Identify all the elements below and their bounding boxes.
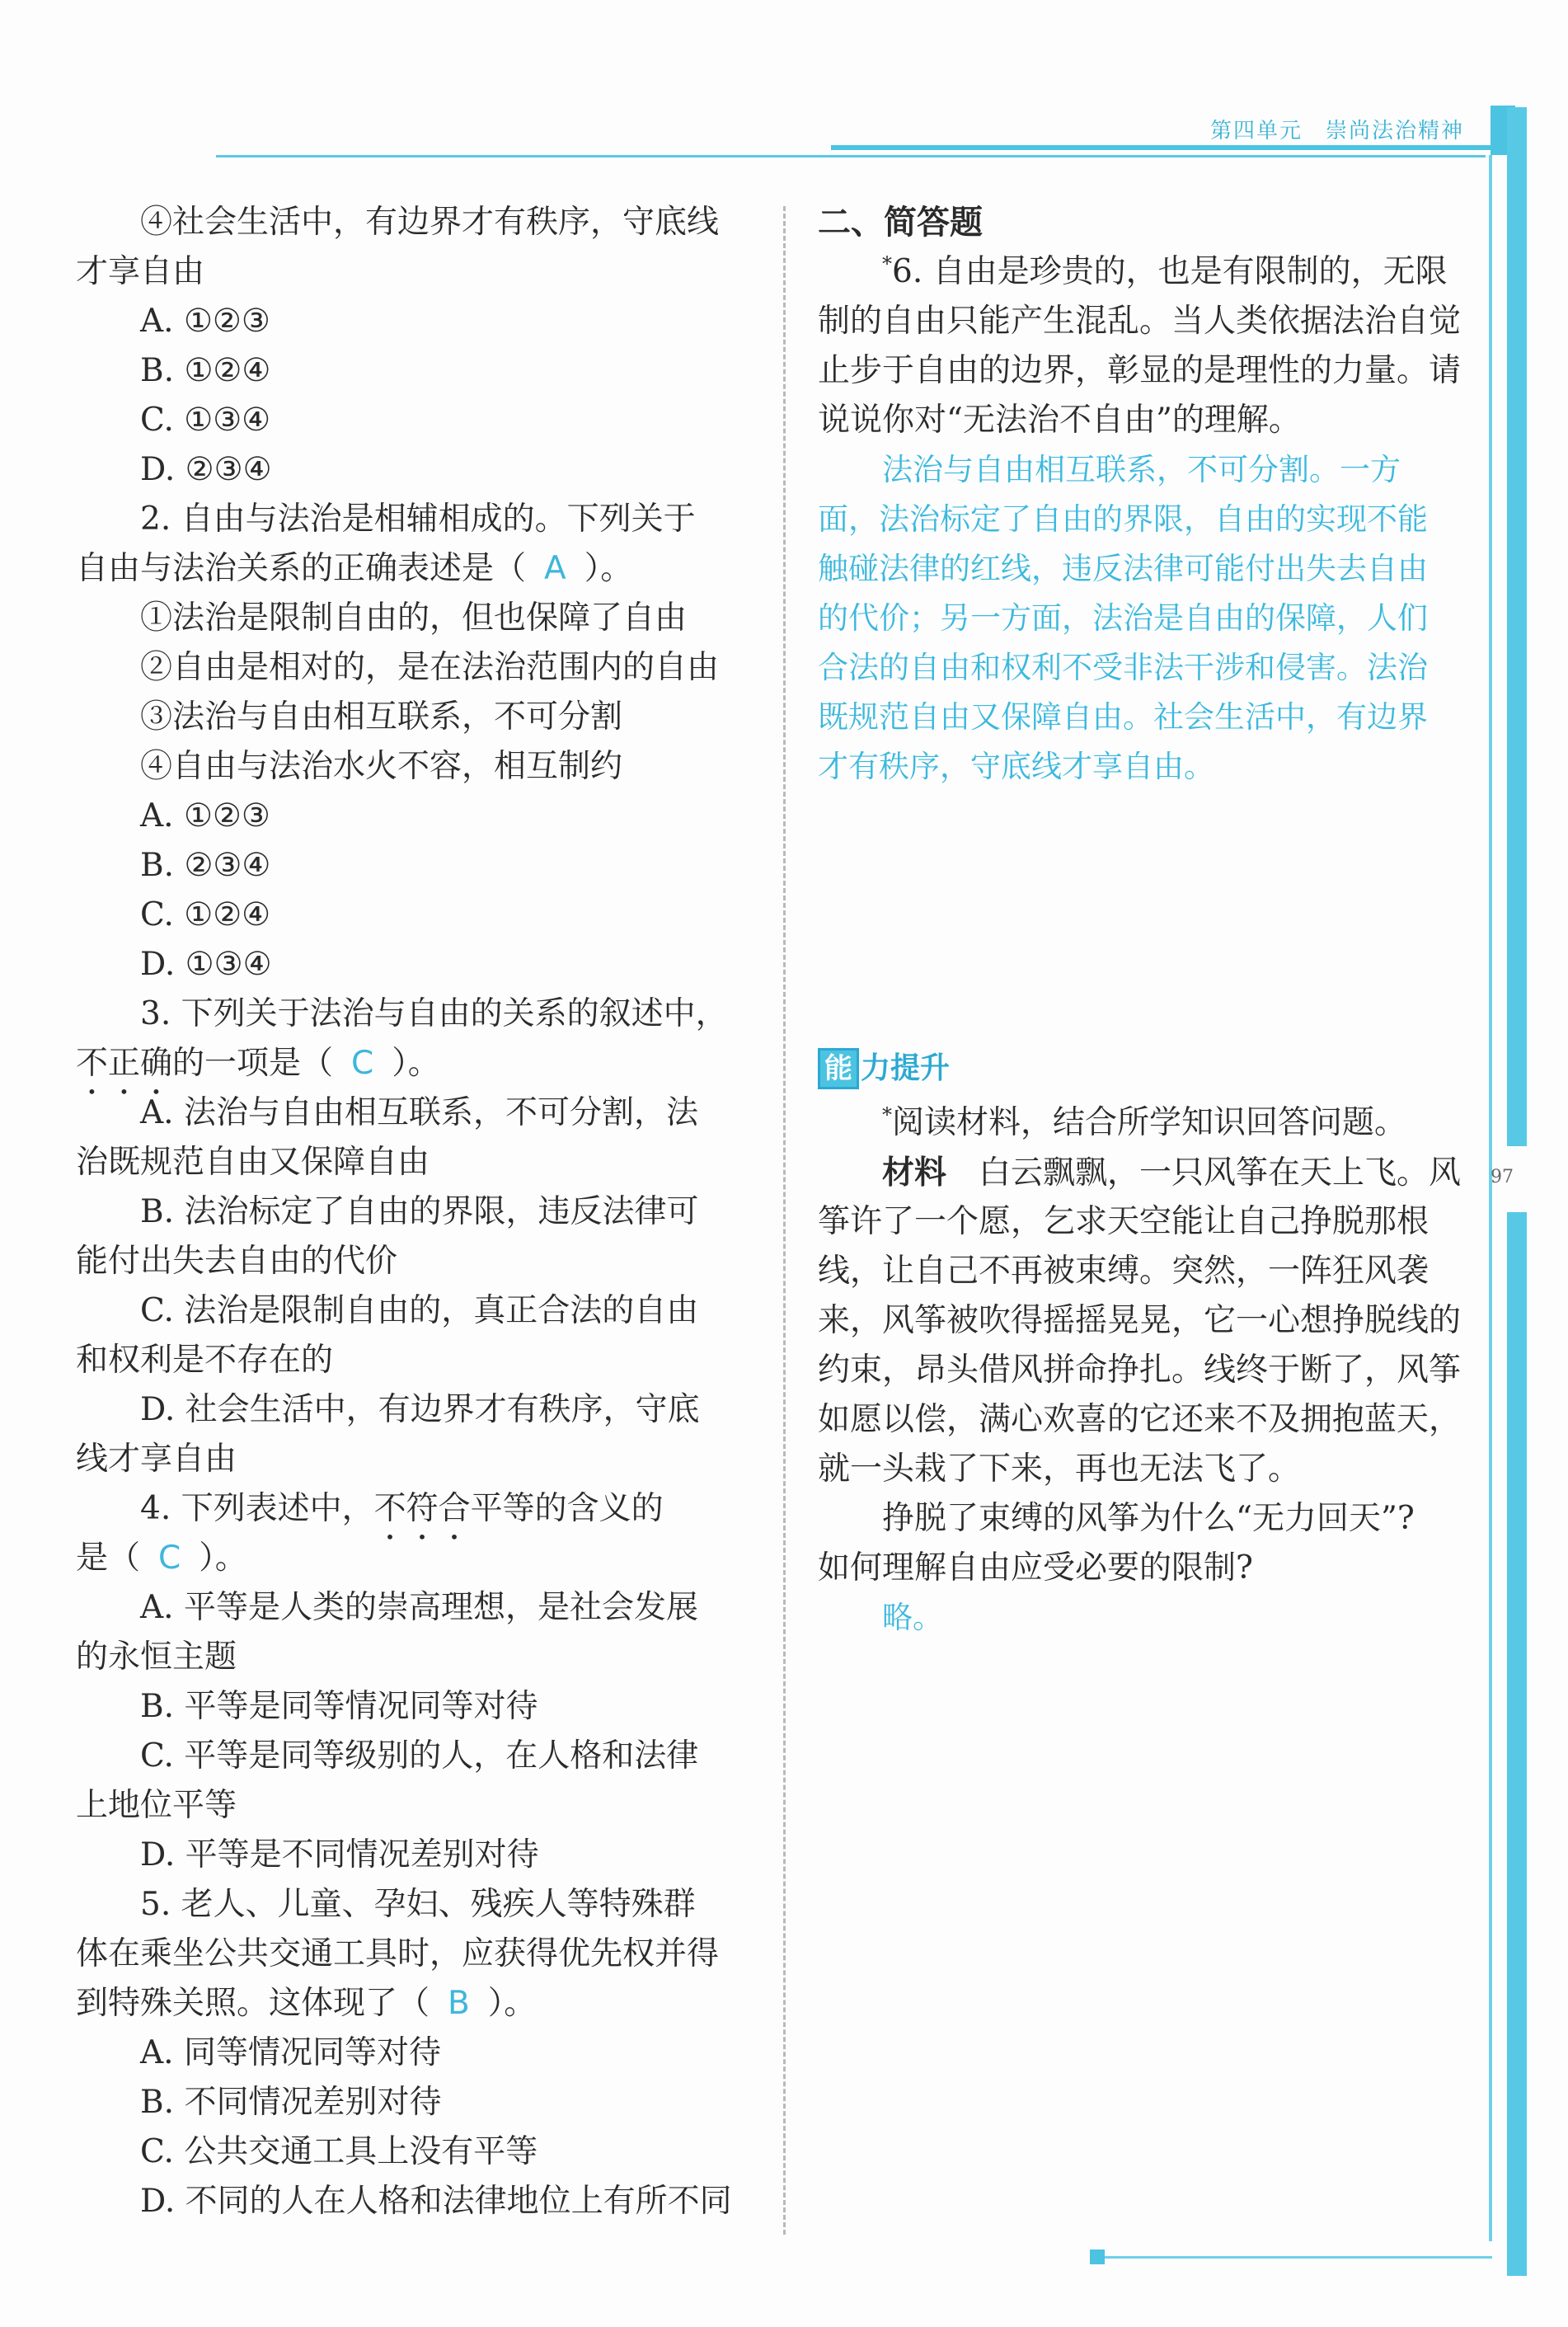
option: A. ①②③ (140, 303, 270, 340)
stem-text: 的一项是（ (172, 1045, 334, 1082)
reading-answer: 略。 (882, 1600, 943, 1635)
column-divider (783, 206, 786, 2235)
question-4-stem-cont (76, 1534, 735, 1583)
stem-text: ）。 (487, 1985, 537, 2022)
ability-title: 力提升 (861, 1051, 951, 1085)
material-line (818, 1148, 1477, 1197)
option: B. 法治标定了自由的界限，违反法律可 (140, 1193, 699, 1230)
option: C. ①③④ (140, 402, 271, 439)
option-cont: 和权利是不存在的 (76, 1342, 334, 1379)
stem-text: 平等的含义的 (470, 1490, 664, 1527)
option: D. 不同的人在人格和法律地位上有所不同 (140, 2183, 732, 2220)
answer-line: 触碰法律的红线，违反法律可能付出失去自由 (818, 551, 1428, 586)
stem-text: ）。 (392, 1045, 440, 1082)
question-2-stem: 2. 自由与法治是相辅相成的。下列关于 (140, 501, 696, 538)
star-mark: * (882, 1103, 892, 1126)
text-line: ④社会生活中，有边界才有秩序，守底线 (140, 204, 720, 241)
question-6-stem (818, 247, 1477, 297)
answer-line: 法治与自由相互联系，不可分割。一方 (882, 452, 1401, 487)
left-column (76, 198, 735, 2226)
answer-mark: C (351, 1045, 374, 1082)
option-cont: 的永恒主题 (76, 1638, 237, 1676)
answer-line: 面，法治标定了自由的界限，自由的实现不能 (818, 501, 1428, 537)
statement-item: ②自由是相对的，是在法治范围内的自由 (140, 649, 720, 686)
answer-mark: C (158, 1540, 181, 1577)
bottom-rule (1105, 2256, 1492, 2259)
question-6-stem-cont: 止步于自由的边界，彰显的是理性的力量。请 (818, 352, 1462, 389)
option: D. ①③④ (140, 946, 272, 983)
page-frame-line (1489, 155, 1492, 2241)
question-6-stem-cont: 说说你对“无法治不自由”的理解。 (818, 402, 1301, 439)
section-title: 二、简答题 (818, 204, 983, 242)
option: C. 平等是同等级别的人，在人格和法律 (140, 1737, 699, 1775)
text-line: 才享自由 (76, 253, 205, 290)
option: B. 平等是同等情况同等对待 (140, 1688, 538, 1725)
header-rule (216, 155, 1486, 157)
stem-text: ）。 (584, 550, 633, 587)
option: D. ②③④ (140, 451, 272, 488)
stem-text: 到特殊关照。这体现了（ (76, 1985, 430, 2022)
unit-header: 第四单元 崇尚法治精神 (1210, 119, 1465, 143)
answer-line: 才有秩序，守底线才享自由。 (818, 749, 1214, 784)
answer-mark: B (448, 1985, 470, 2022)
question-3-stem-cont (76, 1039, 735, 1088)
reading-intro (818, 1098, 1477, 1148)
question-5-stem: 5. 老人、儿童、孕妇、残疾人等特殊群 (140, 1886, 696, 1923)
question-2-stem-cont (76, 544, 735, 594)
question-6-answer (818, 445, 1477, 792)
intro-text: 阅读材料，结合所学知识回答问题。 (892, 1104, 1407, 1141)
answer-mark: A (544, 550, 566, 587)
option-cont: 上地位平等 (76, 1787, 237, 1824)
stem-text: 自由与法治关系的正确表述是（ (76, 550, 527, 587)
emphasis-text: 不符合 (373, 1490, 471, 1527)
option: D. 社会生活中，有边界才有秩序，守底 (140, 1391, 700, 1428)
page-number: 97 (1491, 1167, 1514, 1187)
option: B. 不同情况差别对待 (140, 2084, 442, 2121)
stem-text: ）。 (199, 1540, 247, 1577)
statement-item: ④自由与法治水火不容，相互制约 (140, 748, 623, 785)
statement-item: ①法治是限制自由的，但也保障了自由 (140, 599, 688, 637)
material-line: 如愿以偿，满心欢喜的它还来不及拥抱蓝天， (818, 1401, 1462, 1438)
option: B. ①②④ (140, 352, 271, 389)
option: C. 法治是限制自由的，真正合法的自由 (140, 1292, 699, 1329)
side-band-top (1507, 107, 1527, 1146)
option: A. 法治与自由相互联系，不可分割，法 (140, 1094, 698, 1131)
option-cont: 线才享自由 (76, 1441, 237, 1478)
star-mark: * (882, 252, 892, 275)
question-6-stem-cont: 制的自由只能产生混乱。当人类依据法治自觉 (818, 303, 1462, 340)
option-cont: 能付出失去自由的代价 (76, 1243, 398, 1280)
question-4-stem (76, 1484, 735, 1534)
option-cont: 治既规范自由又保障自由 (76, 1144, 430, 1181)
answer-line: 既规范自由又保障自由。社会生活中，有边界 (818, 699, 1428, 735)
emphasis-text: 不正确 (76, 1045, 173, 1082)
bottom-square (1090, 2249, 1105, 2264)
answer-line: 合法的自由和权利不受非法干涉和侵害。法治 (818, 650, 1428, 685)
reading-question-cont: 如何理解自由应受必要的限制? (818, 1549, 1253, 1587)
stem-text: 4. 下列表述中， (140, 1490, 374, 1527)
option: D. 平等是不同情况差别对待 (140, 1836, 539, 1873)
option: C. ①②④ (140, 896, 271, 933)
stem-text: 6. 自由是珍贵的，也是有限制的，无限 (892, 253, 1448, 290)
side-band-bottom (1507, 1212, 1527, 2276)
question-5-stem-cont: 体在乘坐公共交通工具时，应获得优先权并得 (76, 1935, 720, 1972)
answer-line: 的代价；另一方面，法治是自由的保障，人们 (818, 600, 1428, 636)
option: A. 同等情况同等对待 (140, 2034, 441, 2071)
ability-badge: 能 (818, 1048, 859, 1089)
ability-section-heading (818, 1039, 1477, 1098)
option: A. ①②③ (140, 797, 270, 834)
header-rule-thick (831, 145, 1507, 150)
material-line: 就一头栽了下来，再也无法飞了。 (818, 1450, 1301, 1488)
material-line: 线，让自己不再被束缚。突然，一阵狂风袭 (818, 1253, 1430, 1290)
material-line: 约束，昂头借风拼命挣扎。线终于断了，风筝 (818, 1352, 1462, 1389)
option: A. 平等是人类的崇高理想，是社会发展 (140, 1589, 698, 1626)
material-label: 材料 (882, 1154, 947, 1192)
option: C. 公共交通工具上没有平等 (140, 2133, 538, 2170)
question-5-stem-cont (76, 1979, 735, 2028)
material-line: 筝许了一个愿，乞求天空能让自己挣脱那根 (818, 1203, 1430, 1240)
question-3-stem: 3. 下列关于法治与自由的关系的叙述中， (140, 995, 728, 1032)
statement-item: ③法治与自由相互联系，不可分割 (140, 698, 623, 736)
reading-question: 挣脱了束缚的风筝为什么“无力回天”? (882, 1500, 1415, 1537)
option: B. ②③④ (140, 847, 271, 884)
material-line: 来，风筝被吹得摇摇晃晃，它一心想挣脱线的 (818, 1302, 1462, 1339)
blank-space (818, 792, 1477, 1039)
material-text: 白云飘飘，一只风筝在天上飞。风 (979, 1154, 1462, 1192)
right-column (818, 198, 1477, 1643)
stem-text: 是（ (76, 1540, 141, 1577)
